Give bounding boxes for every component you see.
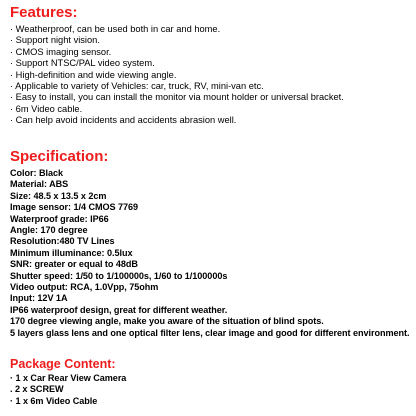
specification-item: Size: 48.5 x 13.5 x 2cm xyxy=(10,190,107,201)
specification-item: Material: ABS xyxy=(10,179,69,190)
features-item: · 6m Video cable. xyxy=(10,103,83,114)
features-item: · High-definition and wide viewing angle. xyxy=(10,69,177,80)
specification-section xyxy=(10,148,412,339)
features-heading: Features: xyxy=(10,4,78,21)
specification-heading: Specification: xyxy=(10,148,109,165)
specification-item: Color: Black xyxy=(10,168,63,178)
package-content-section xyxy=(10,357,412,407)
package-content-item: . 2 x SCREW xyxy=(10,384,64,395)
specification-item: Waterproof grade: IP66 xyxy=(10,213,109,224)
features-item: · Applicable to variety of Vehicles: car, truck, RV, mini-van etc. xyxy=(10,81,264,92)
package-content-item: · 1 x Car Rear View Camera xyxy=(10,373,127,383)
package-content-list xyxy=(10,373,412,407)
specification-item: Input: 12V 1A xyxy=(10,293,68,304)
features-item: · CMOS imaging sensor. xyxy=(10,46,112,57)
specification-list xyxy=(10,168,412,339)
features-item: · Support night vision. xyxy=(10,35,100,46)
features-item: · Support NTSC/PAL video system. xyxy=(10,58,155,69)
features-list xyxy=(10,24,412,127)
features-item: · Easy to install, you can install the monitor via mount holder or universal bracket. xyxy=(10,92,344,103)
specification-item: IP66 waterproof design, great for different weather. xyxy=(10,304,228,315)
specification-item: 170 degree viewing angle, make you aware of the situation of blind spots. xyxy=(10,316,324,327)
specification-item: Image sensor: 1/4 CMOS 7769 xyxy=(10,202,139,213)
features-section xyxy=(10,4,412,127)
specification-item: Resolution:480 TV Lines xyxy=(10,236,115,247)
package-content-heading: Package Content: xyxy=(10,357,116,371)
features-item: · Weatherproof, can be used both in car and home. xyxy=(10,24,221,34)
specification-item: SNR: greater or equal to 48dB xyxy=(10,259,138,270)
specification-item: 5 layers glass lens and one optical filter lens, clear image and good for different environment. xyxy=(10,327,410,338)
specification-item: Shutter speed: 1/50 to 1/100000s, 1/60 to 1/100000s xyxy=(10,270,228,281)
features-item: · Can help avoid incidents and accidents abrasion well. xyxy=(10,115,237,126)
specification-item: Minimum illuminance: 0.5lux xyxy=(10,247,133,258)
specification-item: Video output: RCA, 1.0Vpp, 75ohm xyxy=(10,282,159,293)
package-content-item: · 1 x 6m Video Cable xyxy=(10,395,98,406)
specification-item: Angle: 170 degree xyxy=(10,225,88,236)
